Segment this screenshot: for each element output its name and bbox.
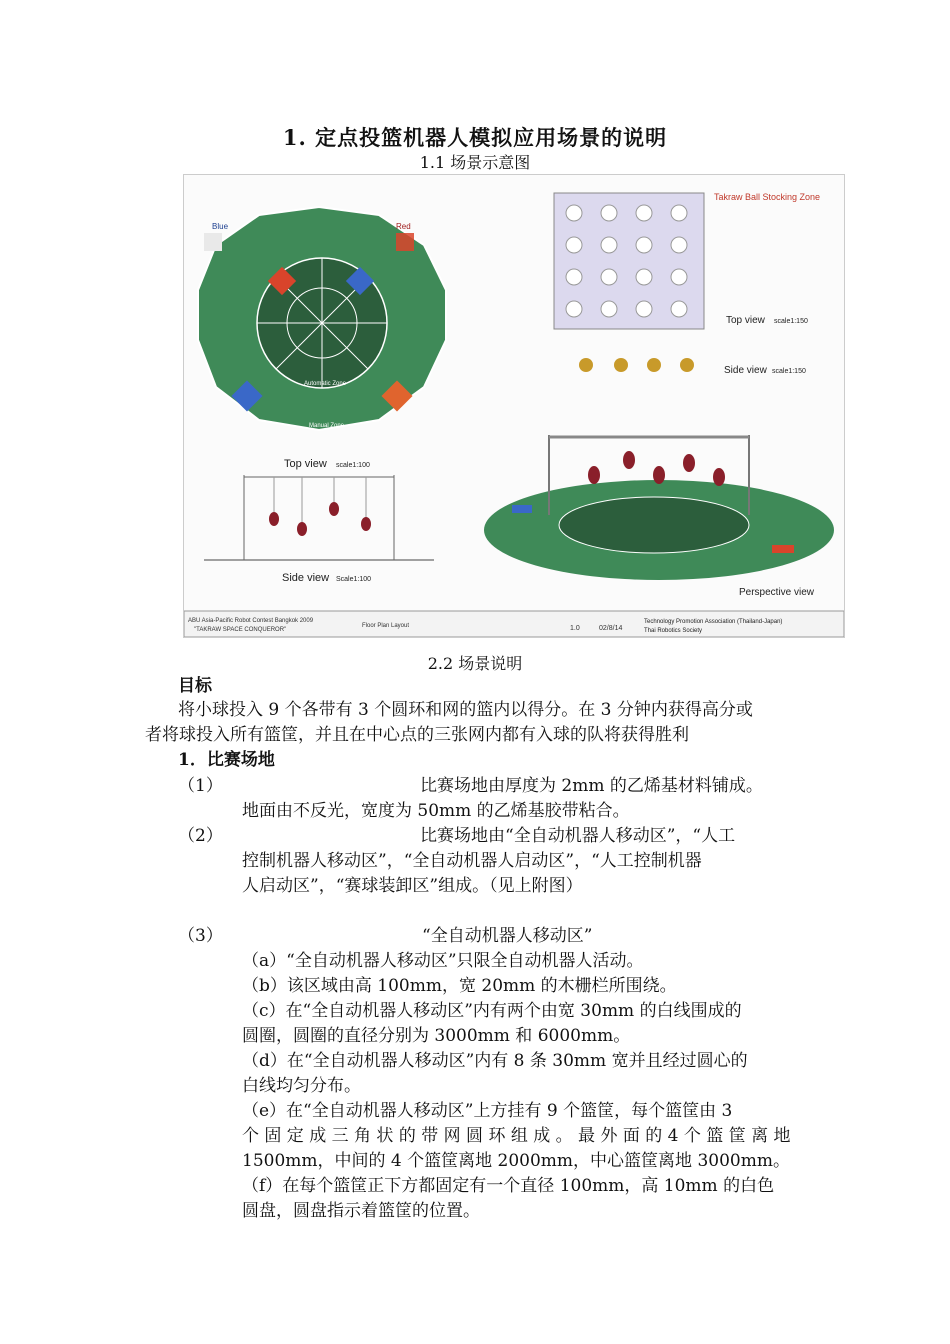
- footer-title: ABU Asia-Pacific Robot Contest Bangkok 2009: [188, 618, 314, 624]
- footer-sub: "TAKRAW SPACE CONQUEROR": [194, 627, 287, 633]
- item-1-line-1: 比赛场地由厚度为 2mm 的乙烯基材料铺成。: [420, 776, 763, 796]
- item-1-number: （1）: [178, 776, 223, 796]
- item-2-number: （2）: [178, 826, 223, 846]
- zone-side-scale: scale1:150: [772, 368, 806, 375]
- section-caption: 2.2 场景说明: [427, 654, 523, 673]
- diagram-footer: [184, 611, 844, 637]
- zone-side-label: Side view: [724, 365, 767, 376]
- item-3e-line-3: 1500mm，中间的 4 个篮筐离地 2000mm，中心篮筐离地 3000mm。: [242, 1151, 790, 1171]
- red-label: Red: [396, 222, 411, 231]
- auto-zone-label: Automatic Zone: [304, 381, 347, 387]
- item-2-line-2: 控制机器人移动区”，“全自动机器人启动区”，“人工控制机器: [242, 851, 702, 871]
- item-3c-line-2: 圆圈，圆圈的直径分别为 3000mm 和 6000mm。: [242, 1026, 631, 1046]
- page-title: 1. 定点投篮机器人模拟应用场景的说明: [282, 125, 668, 150]
- blue-label: Blue: [212, 222, 229, 231]
- field-heading: 1．比赛场地: [178, 750, 275, 770]
- top-view-field: [198, 207, 446, 470]
- item-3e-line-1: （e）在“全自动机器人移动区”上方挂有 9 个篮筐，每个篮筐由 3: [242, 1101, 733, 1121]
- side-view: [204, 475, 434, 584]
- item-2-line-3: 人启动区”，“赛球装卸区”组成。（见上附图）: [242, 876, 583, 896]
- top-view-label: Top view: [284, 458, 327, 470]
- stocking-zone-top: [554, 192, 820, 376]
- goal-heading: 目标: [178, 676, 212, 696]
- item-3d-line-2: 白线均匀分布。: [242, 1076, 361, 1096]
- footer-date: 02/8/14: [599, 625, 623, 632]
- perspective-view: [484, 435, 834, 598]
- perspective-label: Perspective view: [739, 587, 815, 598]
- side-view-scale: Scale1:100: [336, 576, 372, 583]
- item-3e-line-2: 个 固 定 成 三 角 状 的 带 网 圆 环 组 成 。 最 外 面 的 4 个 篮 筐 离 地: [242, 1126, 791, 1146]
- item-3a: （a）“全自动机器人移动区”只限全自动机器人活动。: [242, 951, 644, 971]
- stocking-zone-title: Takraw Ball Stocking Zone: [714, 192, 821, 202]
- top-view-scale: scale1:100: [336, 462, 370, 469]
- item-3c-line-1: （c）在“全自动机器人移动区”内有两个由宽 30mm 的白线围成的: [242, 1001, 742, 1021]
- zone-top-scale: scale1:150: [774, 318, 808, 325]
- item-3f-line-2: 圆盘，圆盘指示着篮筐的位置。: [242, 1201, 480, 1221]
- field-diagram: [183, 174, 845, 638]
- item-3f-line-1: （f）在每个篮筐正下方都固定有一个直径 100mm，高 10mm 的白色: [242, 1176, 775, 1196]
- item-3-number: （3）: [178, 926, 223, 946]
- zone-top-label: Top view: [726, 315, 765, 326]
- item-1-line-2: 地面由不反光，宽度为 50mm 的乙烯基胶带粘合。: [242, 801, 630, 821]
- figure-caption: 1.1 场景示意图: [419, 153, 531, 172]
- manual-zone-label: Manual Zone: [309, 423, 345, 429]
- item-3b: （b）该区域由高 100mm，宽 20mm 的木栅栏所围绕。: [242, 976, 677, 996]
- side-view-label: Side view: [282, 572, 330, 584]
- item-2-line-1: 比赛场地由“全自动机器人移动区”，“人工: [420, 826, 736, 846]
- footer-org2: Thai Robotics Society: [644, 628, 703, 634]
- item-3-title: “全自动机器人移动区”: [422, 926, 593, 946]
- goal-line-2: 者将球投入所有篮筐，并且在中心点的三张网内都有入球的队将获得胜利: [145, 725, 689, 745]
- goal-line-1: 将小球投入 9 个各带有 3 个圆环和网的篮内以得分。在 3 分钟内获得高分或: [178, 700, 753, 720]
- footer-plan: Floor Plan Layout: [362, 623, 410, 629]
- footer-org: Technology Promotion Association (Thailand-Japan): [644, 619, 783, 625]
- footer-rev: 1.0: [570, 625, 580, 632]
- item-3d-line-1: （d）在“全自动机器人移动区”内有 8 条 30mm 宽并且经过圆心的: [242, 1051, 748, 1071]
